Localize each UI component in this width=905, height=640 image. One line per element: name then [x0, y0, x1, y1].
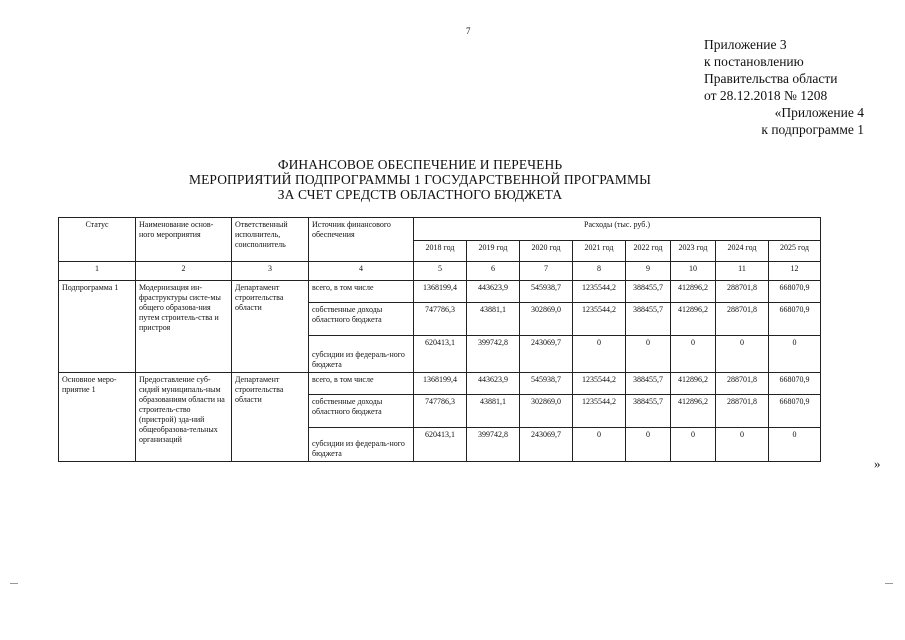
column-number: 3	[232, 262, 309, 281]
source-cell: собственные доходы областного бюджета	[309, 303, 414, 336]
value-cell: 412896,2	[671, 395, 716, 428]
value-cell: 0	[626, 428, 671, 462]
header-year: 2020 год	[520, 241, 573, 262]
value-cell: 620413,1	[414, 336, 467, 373]
value-cell: 288701,8	[716, 281, 769, 303]
status-cell: Основное меро-приятие 1	[59, 373, 136, 462]
column-number: 4	[309, 262, 414, 281]
approval-line: Правительства области	[704, 71, 838, 86]
column-numbers-row	[59, 262, 821, 281]
column-number: 2	[136, 262, 232, 281]
approval-line: Приложение 3	[704, 37, 787, 52]
header-year: 2018 год	[414, 241, 467, 262]
approval-line: к подпрограмме 1	[761, 122, 864, 137]
header-executor: Ответственный исполнитель, соисполнитель	[232, 218, 309, 262]
title-line: ФИНАНСОВОЕ ОБЕСПЕЧЕНИЕ И ПЕРЕЧЕНЬ	[277, 157, 563, 172]
title-line: ЗА СЧЕТ СРЕДСТВ ОБЛАСТНОГО БЮДЖЕТА	[277, 187, 563, 202]
activity-cell: Модернизация ин-фраструктуры систе-мы общего образова-ния путем строитель-ства и пристроя	[136, 281, 232, 373]
column-number: 11	[716, 262, 769, 281]
column-number: 7	[520, 262, 573, 281]
value-cell: 43881,1	[467, 303, 520, 336]
value-cell: 388455,7	[626, 373, 671, 395]
value-cell: 668070,9	[769, 395, 821, 428]
header-year: 2022 год	[626, 241, 671, 262]
value-cell: 0	[769, 336, 821, 373]
value-cell: 288701,8	[716, 303, 769, 336]
value-cell: 0	[671, 428, 716, 462]
value-cell: 668070,9	[769, 373, 821, 395]
value-cell: 545938,7	[520, 373, 573, 395]
value-cell: 747786,3	[414, 395, 467, 428]
value-cell: 302869,0	[520, 395, 573, 428]
value-cell: 620413,1	[414, 428, 467, 462]
value-cell: 0	[716, 428, 769, 462]
source-cell: субсидии из федераль-ного бюджета	[309, 428, 414, 462]
column-number: 9	[626, 262, 671, 281]
header-source: Источник финансового обеспечения	[309, 218, 414, 262]
column-number: 10	[671, 262, 716, 281]
column-number: 6	[467, 262, 520, 281]
column-number: 5	[414, 262, 467, 281]
value-cell: 0	[769, 428, 821, 462]
value-cell: 399742,8	[467, 428, 520, 462]
closing-quote: »	[874, 456, 881, 471]
value-cell: 302869,0	[520, 303, 573, 336]
value-cell: 0	[626, 336, 671, 373]
value-cell: 1235544,2	[573, 373, 626, 395]
value-cell: 1235544,2	[573, 395, 626, 428]
value-cell: 243069,7	[520, 336, 573, 373]
value-cell: 0	[671, 336, 716, 373]
value-cell: 545938,7	[520, 281, 573, 303]
approval-line: от 28.12.2018 № 1208	[704, 88, 828, 103]
header-expenses: Расходы (тыс. руб.)	[414, 218, 821, 241]
executor-cell: Департамент строительства области	[232, 281, 309, 373]
value-cell: 747786,3	[414, 303, 467, 336]
value-cell: 288701,8	[716, 395, 769, 428]
table-row	[59, 373, 821, 395]
header-activity: Наименование основ-ного мероприятия	[136, 218, 232, 262]
value-cell: 412896,2	[671, 303, 716, 336]
value-cell: 388455,7	[626, 395, 671, 428]
value-cell: 668070,9	[769, 303, 821, 336]
activity-cell: Предоставление суб-сидий муниципаль-ным образованиям области на строитель-ство (пристрой) зда-ний общеобразова-тельных организаций	[136, 373, 232, 462]
value-cell: 399742,8	[467, 336, 520, 373]
value-cell: 43881,1	[467, 395, 520, 428]
document-title	[150, 157, 690, 202]
header-year: 2023 год	[671, 241, 716, 262]
value-cell: 1368199,4	[414, 281, 467, 303]
value-cell: 243069,7	[520, 428, 573, 462]
column-number: 1	[59, 262, 136, 281]
source-cell: всего, в том числе	[309, 281, 414, 303]
source-cell: всего, в том числе	[309, 373, 414, 395]
approval-block	[704, 36, 864, 138]
value-cell: 0	[573, 428, 626, 462]
value-cell: 288701,8	[716, 373, 769, 395]
finance-table	[58, 217, 821, 462]
column-number: 12	[769, 262, 821, 281]
status-cell: Подпрограмма 1	[59, 281, 136, 373]
title-line: МЕРОПРИЯТИЙ ПОДПРОГРАММЫ 1 ГОСУДАРСТВЕННОЙ ПРОГРАММЫ	[188, 172, 652, 187]
header-row	[59, 218, 821, 241]
value-cell: 412896,2	[671, 373, 716, 395]
value-cell: 443623,9	[467, 373, 520, 395]
column-number: 8	[573, 262, 626, 281]
approval-line: к постановлению	[704, 54, 804, 69]
table-row	[59, 281, 821, 303]
page-number: 7	[466, 26, 471, 36]
scan-mark	[10, 583, 18, 584]
header-year: 2024 год	[716, 241, 769, 262]
scan-mark	[885, 583, 893, 584]
header-year: 2021 год	[573, 241, 626, 262]
executor-cell: Департамент строительства области	[232, 373, 309, 462]
header-year: 2019 год	[467, 241, 520, 262]
source-cell: субсидии из федераль-ного бюджета	[309, 336, 414, 373]
value-cell: 0	[573, 336, 626, 373]
value-cell: 668070,9	[769, 281, 821, 303]
header-status: Статус	[59, 218, 136, 262]
value-cell: 388455,7	[626, 281, 671, 303]
value-cell: 388455,7	[626, 303, 671, 336]
value-cell: 1235544,2	[573, 303, 626, 336]
value-cell: 412896,2	[671, 281, 716, 303]
value-cell: 1235544,2	[573, 281, 626, 303]
value-cell: 443623,9	[467, 281, 520, 303]
source-cell: собственные доходы областного бюджета	[309, 395, 414, 428]
approval-line: «Приложение 4	[774, 105, 864, 120]
header-year: 2025 год	[769, 241, 821, 262]
value-cell: 0	[716, 336, 769, 373]
value-cell: 1368199,4	[414, 373, 467, 395]
